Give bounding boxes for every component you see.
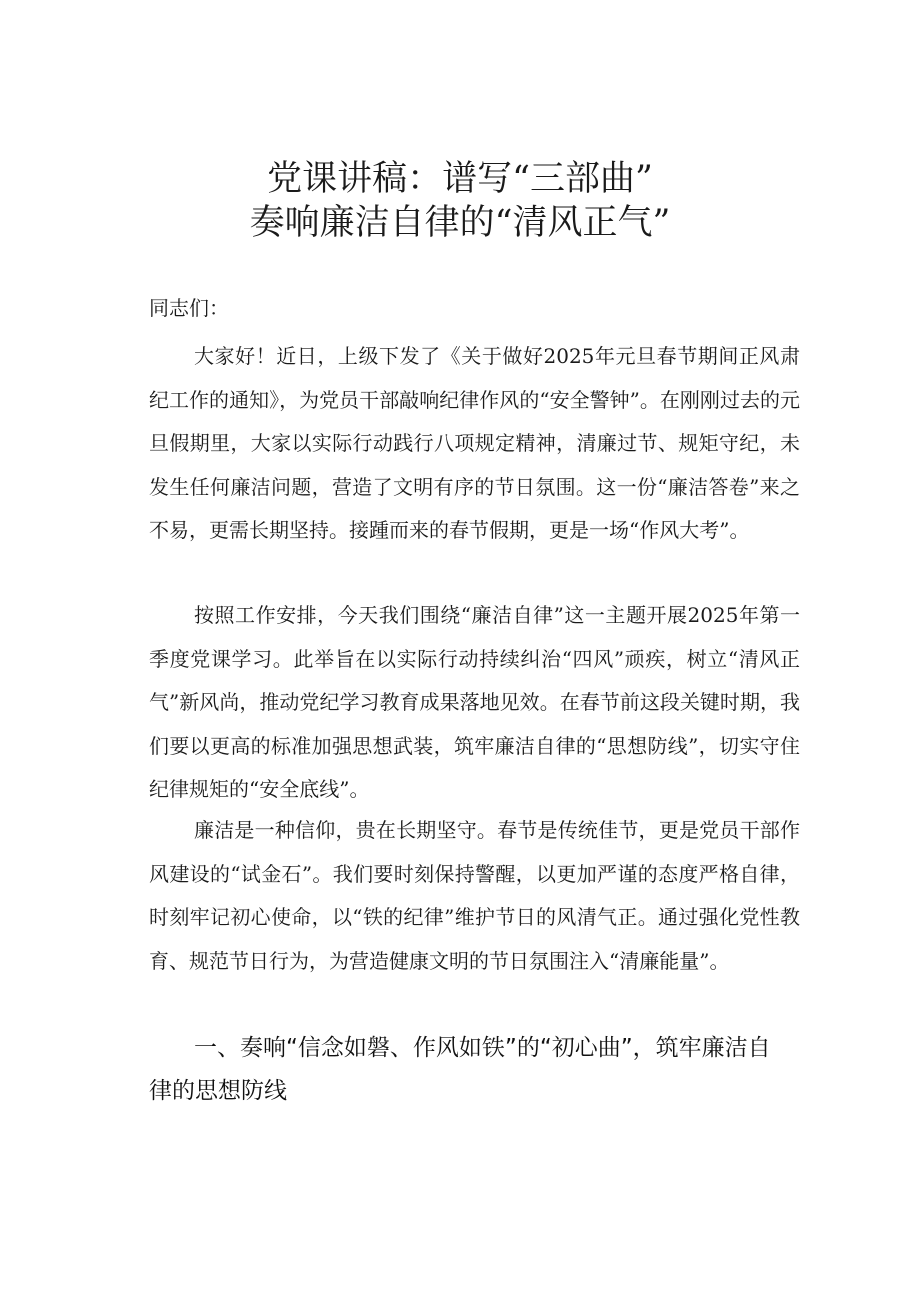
document-title-line-1: 党课讲稿：谱写“三部曲”: [267, 159, 653, 199]
paragraph-2: 按照工作安排，今天我们围绕“廉洁自律”这一主题开展2025年第一季度党课学习。此举旨在以实际行动持续纠治“四风”顽疾，树立“清风正气”新风尚，推动党纪学习教育成果落地见效。在春节前这段关键时期，我们要以更高的标准加强思想武装，筑牢廉洁自律的“思想防线”，切实守住纪律规矩的“安全底线”。: [149, 603, 800, 802]
document-title-line-2: 奏响廉洁自律的“清风正气”: [249, 203, 671, 243]
paragraph-1: 大家好！近日，上级下发了《关于做好2025年元旦春节期间正风肃纪工作的通知》，为党员干部敲响纪律作风的“安全警钟”。在刚刚过去的元旦假期里，大家以实际行动践行八项规定精神，清廉过节、规矩守纪，未发生任何廉洁问题，营造了文明有序的节日氛围。这一份“廉洁答卷”来之不易，更需长期坚持。接踵而来的春节假期，更是一场“作风大考”。: [149, 344, 800, 543]
salutation: 同志们：: [149, 296, 229, 320]
paragraph-3: 廉洁是一种信仰，贵在长期坚守。春节是传统佳节，更是党员干部作风建设的“试金石”。我们要时刻保持警醒，以更加严谨的态度严格自律，时刻牢记初心使命，以“铁的纪律”维护节日的风清气正。通过强化党性教育、规范节日行为，为营造健康文明的节日氛围注入“清廉能量”。: [149, 818, 800, 973]
section-heading: 一、奏响“信念如磐、作风如铁”的“初心曲”，筑牢廉洁自律的思想防线: [149, 1035, 771, 1104]
